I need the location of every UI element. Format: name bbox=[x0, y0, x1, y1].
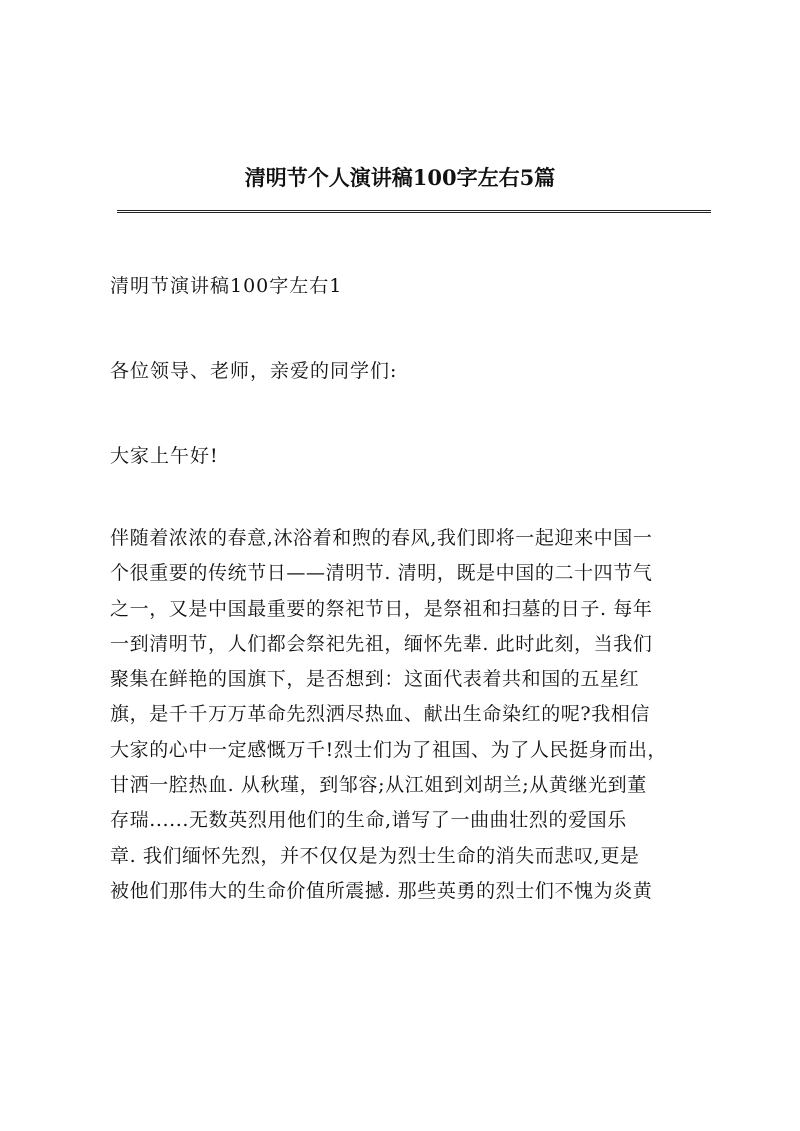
body-line: 之一，又是中国最重要的祭祀节日，是祭祖和扫墓的日子. 每年 bbox=[110, 597, 653, 620]
body-line: 大家的心中一定感慨万千!烈士们为了祖国、为了人民挺身而出， bbox=[110, 738, 668, 761]
title-divider bbox=[117, 210, 711, 214]
document-title: 清明节个人演讲稿100字左右5篇 bbox=[244, 165, 556, 190]
body-line: 聚集在鲜艳的国旗下，是否想到：这面代表着共和国的五星红 bbox=[110, 668, 640, 691]
body-line: 被他们那伟大的生命价值所震撼. 那些英勇的烈士们不愧为炎黄 bbox=[110, 879, 653, 902]
salutation-line: 各位领导、老师，亲爱的同学们: bbox=[110, 360, 398, 382]
body-line: 存瑞......无数英烈用他们的生命,谱写了一曲曲壮烈的爱国乐 bbox=[110, 809, 627, 832]
body-line: 一到清明节，人们都会祭祀先祖，缅怀先辈. 此时此刻，当我们 bbox=[110, 632, 653, 655]
body-line: 甘洒一腔热血. 从秋瑾，到邹容;从江姐到刘胡兰;从黄继光到董 bbox=[110, 774, 647, 797]
body-line: 伴随着浓浓的春意,沐浴着和煦的春风,我们即将一起迎来中国一 bbox=[110, 527, 653, 549]
section-heading: 清明节演讲稿100字左右1 bbox=[110, 275, 343, 297]
body-line: 章. 我们缅怀先烈，并不仅仅是为烈士生命的消失而悲叹,更是 bbox=[110, 844, 640, 867]
body-line: 个很重要的传统节日——清明节. 清明，既是中国的二十四节气 bbox=[110, 562, 653, 585]
greeting-line: 大家上午好! bbox=[110, 445, 219, 467]
body-paragraph bbox=[110, 521, 720, 909]
body-line: 旗，是千千万万革命先烈洒尽热血、献出生命染红的呢?我相信 bbox=[110, 703, 650, 726]
